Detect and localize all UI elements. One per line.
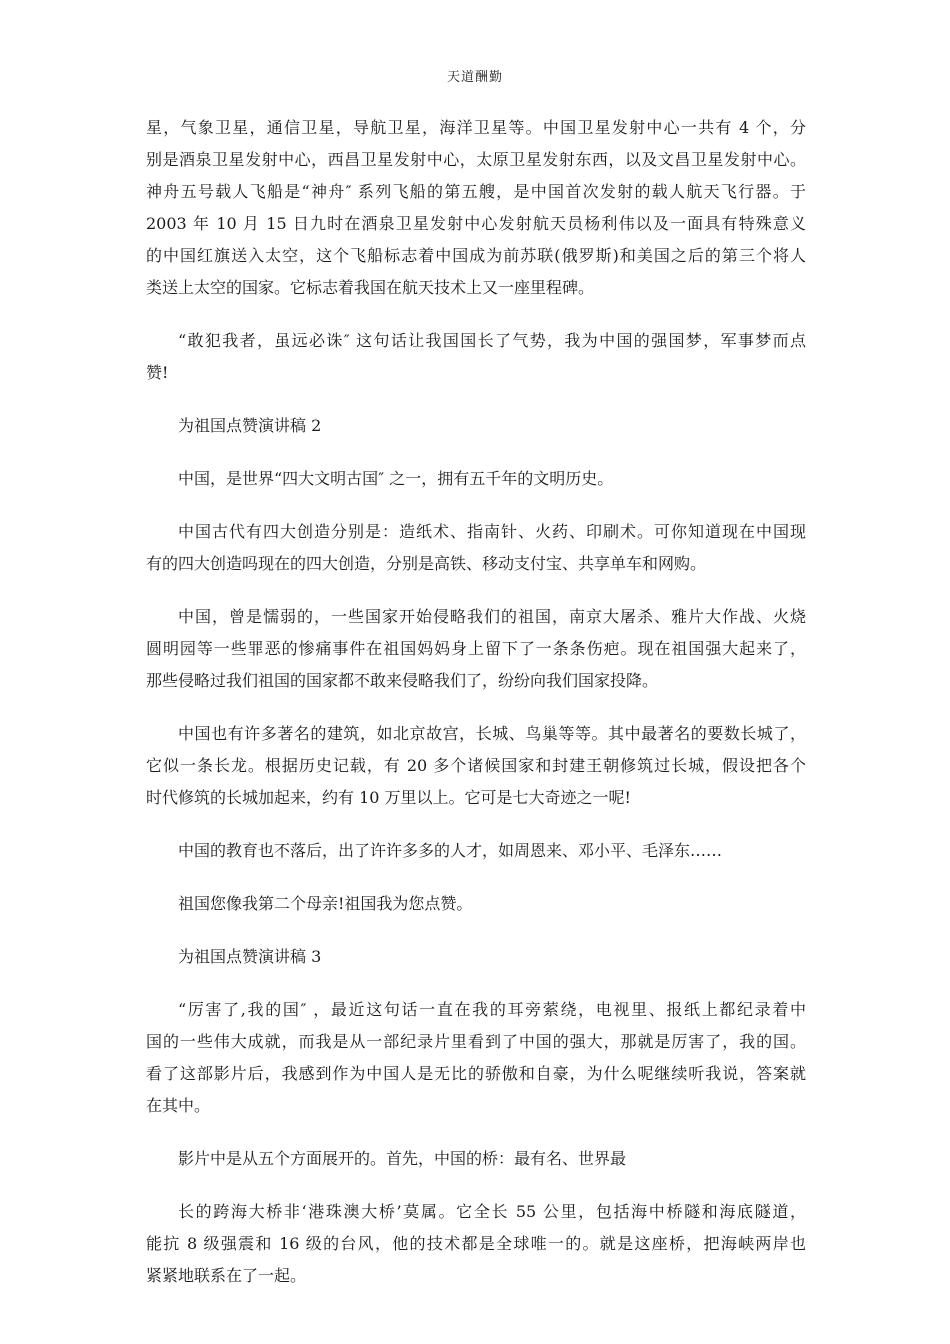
document-body xyxy=(146,112,806,1313)
paragraph xyxy=(146,601,806,697)
text-line: “厉害了,我的国″ ，最近这句话一直在我的耳旁萦绕，电视里、报纸上都纪录着中 xyxy=(178,1000,806,1019)
text-line: 中国，是世界“四大文明古国″ 之一，拥有五千年的文明历史。 xyxy=(178,469,614,488)
text-line: 长的跨海大桥非‘港珠澳大桥’莫属。它全长 55 公里，包括海中桥隧和海底隧道， xyxy=(178,1202,806,1221)
paragraph xyxy=(146,325,806,389)
paragraph xyxy=(146,1196,806,1292)
text-line: 圆明园等一些罪恶的惨痛事件在祖国妈妈身上留下了一条条伤疤。现在祖国强大起来了， xyxy=(146,639,806,658)
text-line: 中国，曾是懦弱的，一些国家开始侵略我们的祖国，南京大屠杀、雅片大作战、火烧 xyxy=(178,607,806,626)
text-line: 看了这部影片后，我感到作为中国人是无比的骄傲和自豪，为什么呢继续听我说，答案就 xyxy=(146,1064,806,1083)
text-line: 在其中。 xyxy=(146,1096,211,1115)
text-line: 为祖国点赞演讲稿 3 xyxy=(178,947,322,966)
text-line: 赞! xyxy=(146,363,169,382)
text-line: 2003 年 10 月 15 日九时在酒泉卫星发射中心发射航天员杨利伟以及一面具有特殊意义 xyxy=(146,214,806,233)
paragraph xyxy=(146,112,806,304)
paragraph xyxy=(146,516,806,580)
text-line: 为祖国点赞演讲稿 2 xyxy=(178,416,322,435)
text-line: 能抗 8 级强震和 16 级的台风，他的技术都是全球唯一的。就是这座桥，把海峡两岸也 xyxy=(146,1234,806,1253)
paragraph xyxy=(146,994,806,1122)
text-line: 中国古代有四大创造分别是：造纸术、指南针、火药、印刷术。可你知道现在中国现 xyxy=(178,522,806,541)
page-header: 天道酬勤 xyxy=(446,70,503,85)
paragraph xyxy=(146,941,806,973)
text-line: 神舟五号载人飞船是“神舟″ 系列飞船的第五艘，是中国首次发射的载人航天飞行器。于 xyxy=(146,182,806,201)
text-line: 中国的教育也不落后，出了许许多多的人才，如周恩来、邓小平、毛泽东…… xyxy=(178,841,723,860)
text-line: 有的四大创造吗现在的四大创造，分别是高铁、移动支付宝、共享单车和网购。 xyxy=(146,554,707,573)
text-line: 类送上太空的国家。它标志着我国在航天技术上又一座里程碑。 xyxy=(146,278,595,297)
paragraph xyxy=(146,463,806,495)
text-line: 祖国您像我第二个母亲!祖国我为您点赞。 xyxy=(178,894,473,913)
text-line: 中国也有许多著名的建筑，如北京故宫，长城、鸟巢等等。其中最著名的要数长城了， xyxy=(178,724,806,743)
text-line: 时代修筑的长城加起来，约有 10 万里以上。它可是七大奇迹之一呢! xyxy=(146,788,631,807)
text-line: 国的一些伟大成就，而我是从一部纪录片里看到了中国的强大，那就是厉害了，我的国。 xyxy=(146,1032,806,1051)
text-line: 紧紧地联系在了一起。 xyxy=(146,1266,307,1285)
text-line: 那些侵略过我们祖国的国家都不敢来侵略我们了，纷纷向我们国家投降。 xyxy=(146,671,659,690)
text-line: “敢犯我者，虽远必诛″ 这句话让我国国长了气势，我为中国的强国梦，军事梦而点 xyxy=(178,331,806,350)
paragraph xyxy=(146,718,806,814)
text-line: 它似一条长龙。根据历史记载，有 20 多个诸候国家和封建王朝修筑过长城，假设把各个 xyxy=(146,756,806,775)
text-line: 星，气象卫星，通信卫星，导航卫星，海洋卫星等。中国卫星发射中心一共有 4 个，分 xyxy=(146,118,806,137)
text-line: 别是酒泉卫星发射中心，西昌卫星发射中心，太原卫星发射东西，以及文昌卫星发射中心。 xyxy=(146,150,806,169)
paragraph xyxy=(146,410,806,442)
paragraph xyxy=(146,1143,806,1175)
paragraph xyxy=(146,888,806,920)
text-line: 影片中是从五个方面展开的。首先，中国的桥：最有名、世界最 xyxy=(178,1149,627,1168)
paragraph xyxy=(146,835,806,867)
text-line: 的中国红旗送入太空，这个飞船标志着中国成为前苏联(俄罗斯)和美国之后的第三个将人 xyxy=(146,246,806,265)
